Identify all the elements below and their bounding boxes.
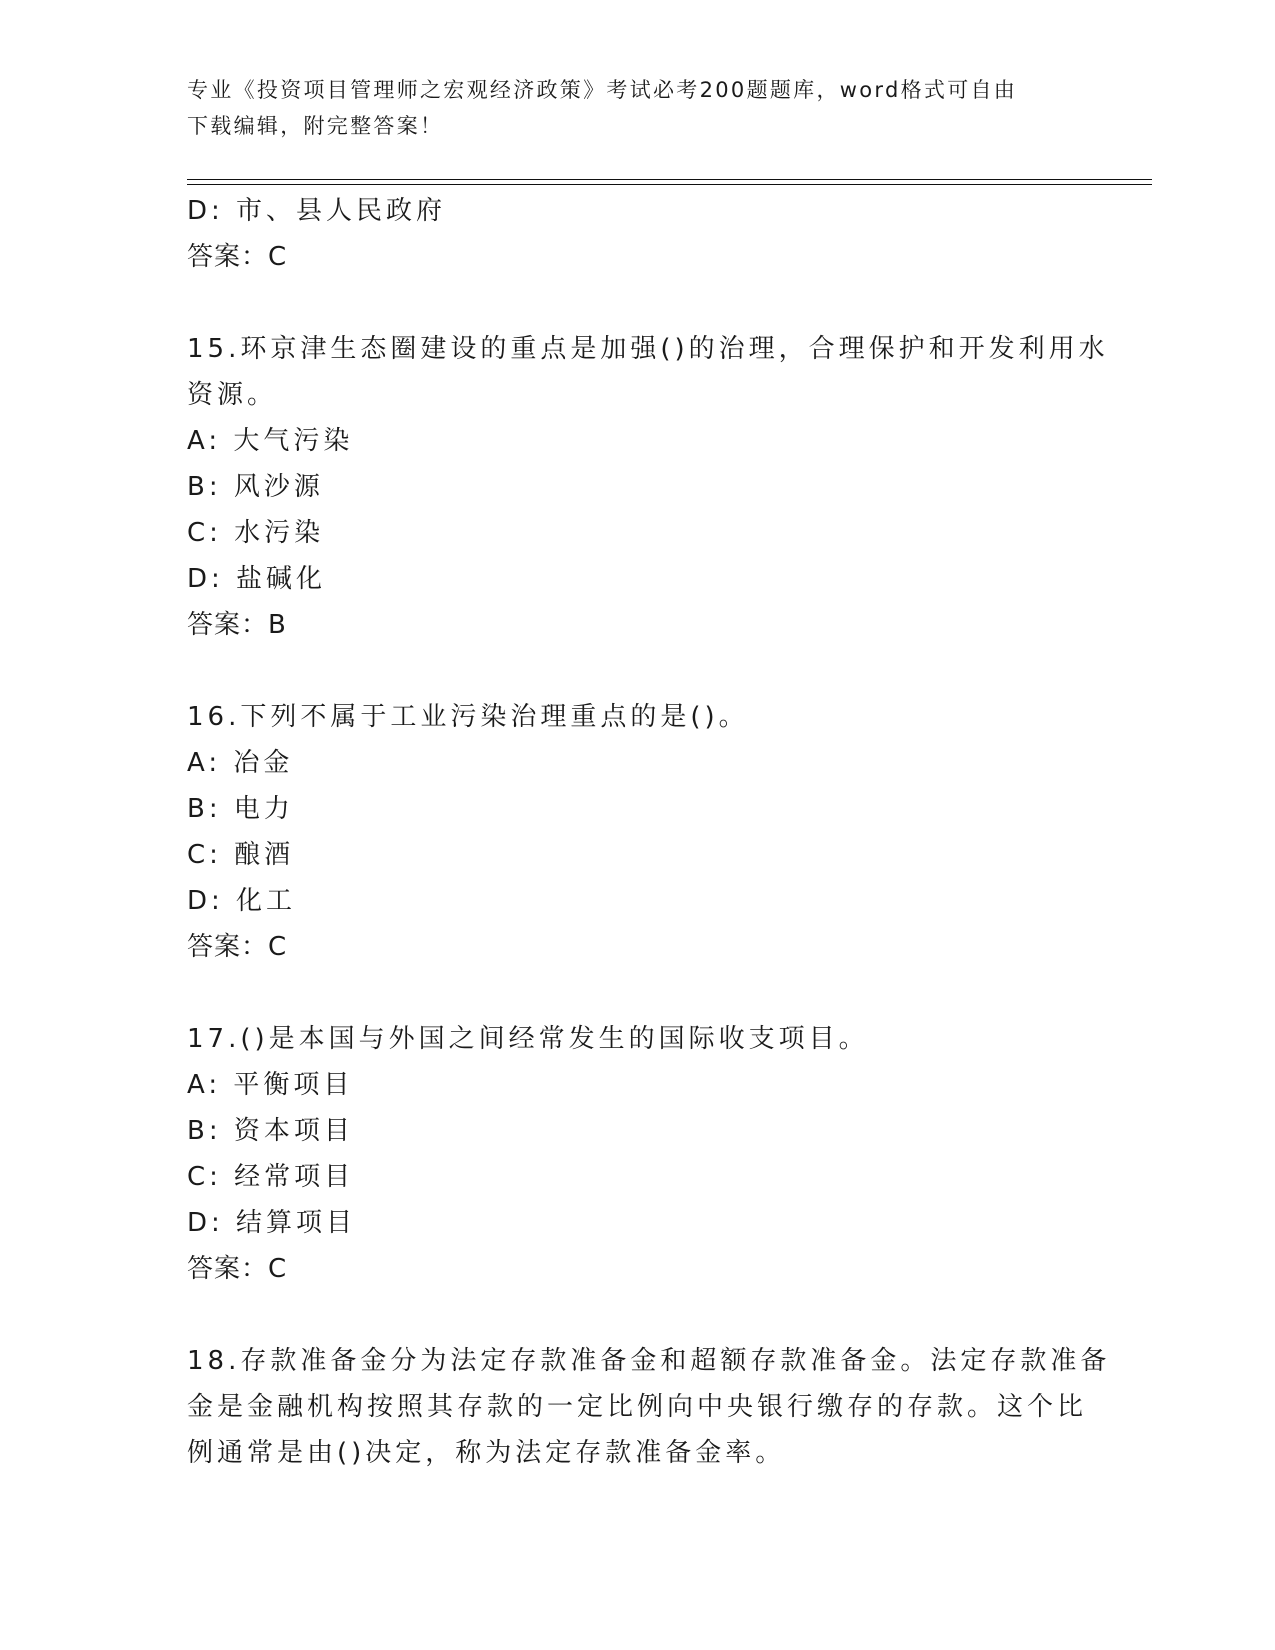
spacer [187, 970, 1087, 1016]
option-d: D: 化工 [187, 886, 297, 916]
header-title-line-1: 专业《投资项目管理师之宏观经济政策》考试必考200题题库，word格式可自由 [187, 78, 1018, 102]
option-c: C: 经常项目 [187, 1162, 355, 1192]
option-c: C: 水污染 [187, 518, 325, 548]
spacer [187, 648, 1087, 694]
option-b: B: 资本项目 [187, 1116, 354, 1146]
question-list [187, 188, 1111, 1476]
question-text-line: 例通常是由()决定，称为法定存款准备金率。 [187, 1438, 786, 1468]
question-text-line: 18.存款准备金分为法定存款准备金和超额存款准备金。法定存款准备 [187, 1346, 1111, 1376]
question-text-line: 15.环京津生态圈建设的重点是加强()的治理，合理保护和开发利用水 [187, 334, 1109, 364]
question-text-line: 16.下列不属于工业污染治理重点的是()。 [187, 702, 749, 732]
header-divider-bottom [187, 184, 1152, 185]
option-b: B: 风沙源 [187, 472, 324, 502]
question-text-line: 金是金融机构按照其存款的一定比例向中央银行缴存的存款。这个比 [187, 1392, 1088, 1422]
header-divider-top [187, 179, 1152, 180]
option-a: A: 平衡项目 [187, 1070, 354, 1100]
option-a: A: 冶金 [187, 748, 294, 778]
answer-line: 答案：C [187, 932, 288, 962]
question-18 [187, 1338, 1111, 1476]
option-a: A: 大气污染 [187, 426, 354, 456]
option-d: D: 盐碱化 [187, 564, 327, 594]
option-d: D: 市、县人民政府 [187, 196, 447, 226]
question-text-line: 17.()是本国与外国之间经常发生的国际收支项目。 [187, 1024, 869, 1054]
answer-line: 答案：C [187, 1254, 288, 1284]
spacer [187, 280, 1087, 326]
option-c: C: 酿酒 [187, 840, 295, 870]
question-17 [187, 1016, 1087, 1292]
question-16 [187, 694, 1087, 970]
answer-line: 答案：B [187, 610, 287, 640]
answer-line: 答案：C [187, 242, 288, 272]
question-15 [187, 326, 1109, 648]
question-text-line: 资源。 [187, 380, 278, 410]
header-title-line-2: 下载编辑，附完整答案！ [187, 114, 444, 138]
document-header [187, 72, 1067, 144]
option-b: B: 电力 [187, 794, 294, 824]
spacer [187, 1292, 1087, 1338]
option-d: D: 结算项目 [187, 1208, 357, 1238]
